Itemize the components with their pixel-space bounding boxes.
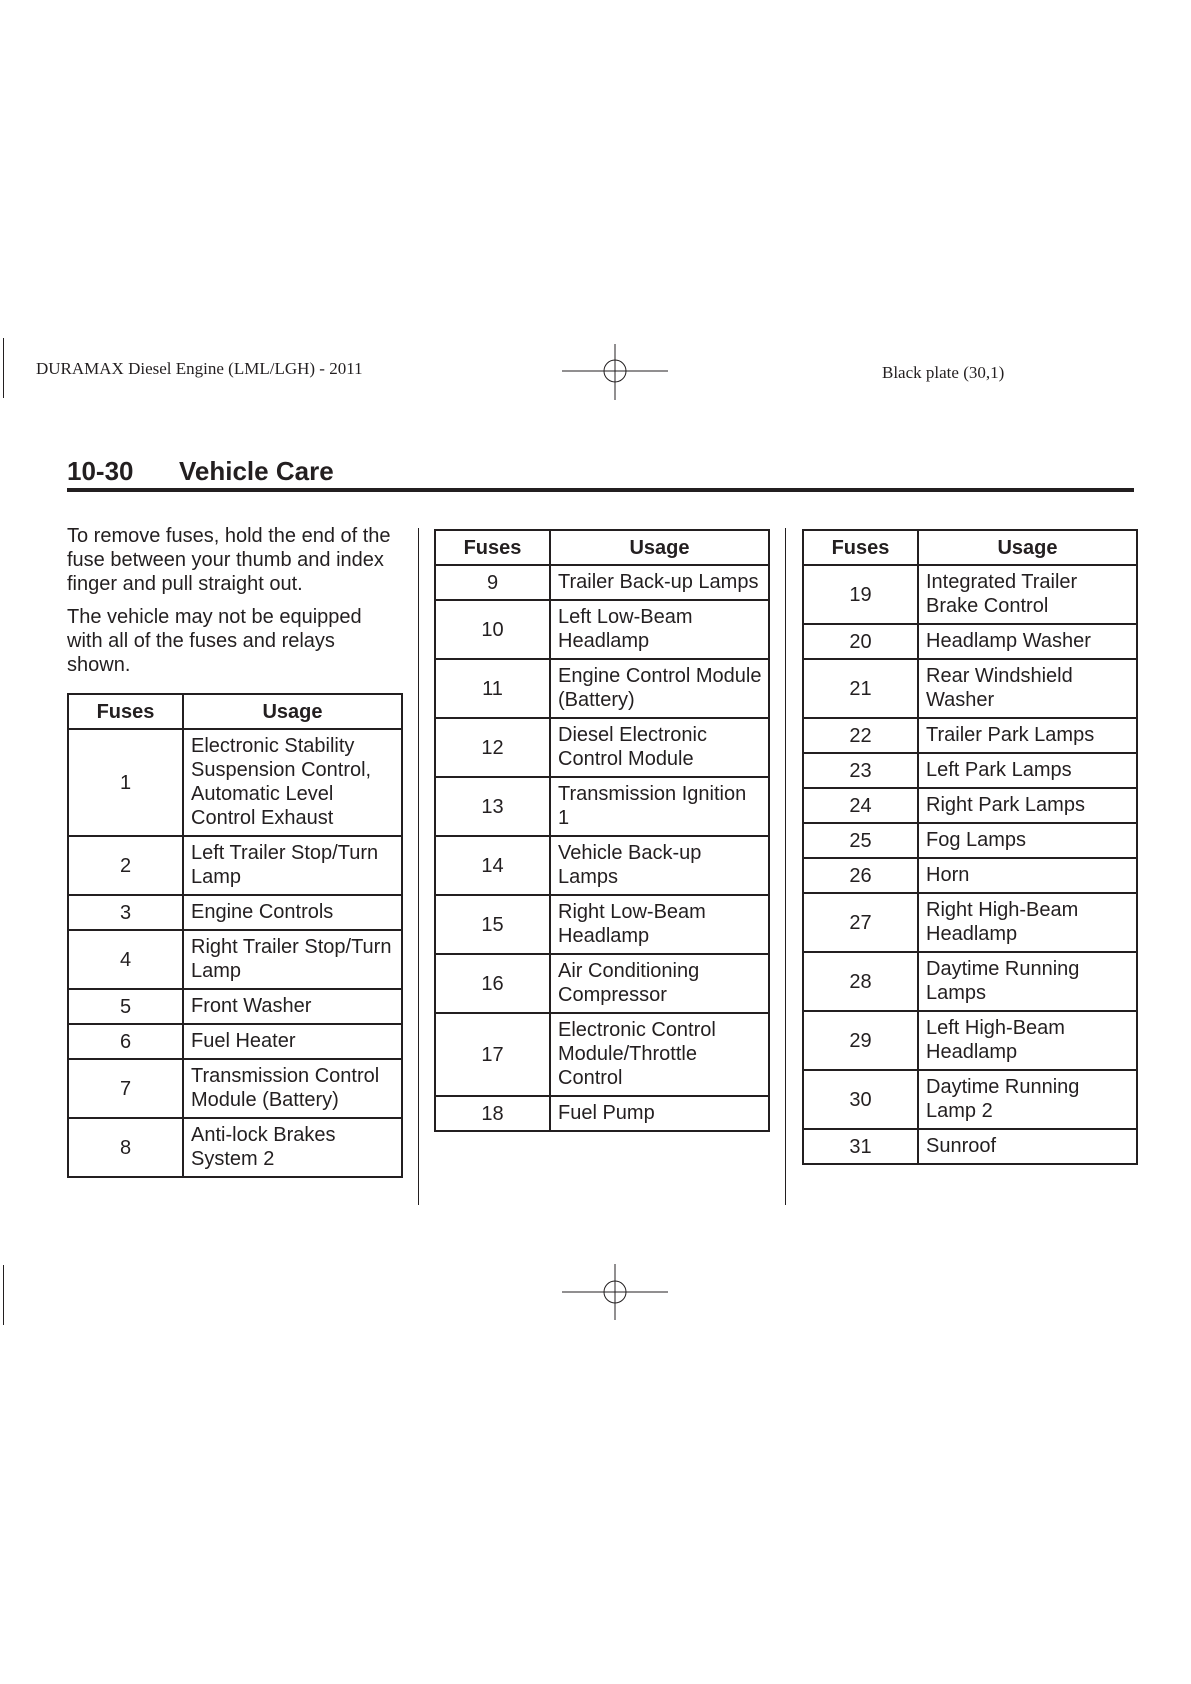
table-row [803,659,1137,718]
fuse-number: 6 [68,1024,183,1059]
table-row [435,718,769,777]
fuse-usage: Daytime Running Lamps [918,952,1137,1011]
page-number: 10-30 [67,456,134,486]
fuse-usage: Trailer Park Lamps [918,718,1137,753]
fuse-number: 25 [803,823,918,858]
table-row [68,989,402,1024]
fuse-number: 19 [803,565,918,624]
column-header-usage: Usage [918,530,1137,565]
fuse-usage: Right High-Beam Headlamp [918,893,1137,952]
table-row [803,753,1137,788]
fuse-number: 28 [803,952,918,1011]
fuse-usage: Fuel Pump [550,1096,769,1131]
fuse-number: 30 [803,1070,918,1129]
table-row [68,930,402,989]
intro-text [67,524,397,686]
fuse-usage: Anti-lock Brakes System 2 [183,1118,402,1177]
table-row [803,858,1137,893]
table-row [68,1024,402,1059]
table-row [803,1129,1137,1164]
table-row [435,895,769,954]
column-header-fuses: Fuses [803,530,918,565]
fuse-table-3 [802,529,1138,1165]
fuse-usage: Engine Control Module (Battery) [550,659,769,718]
table-row [803,788,1137,823]
fuse-number: 23 [803,753,918,788]
fuse-number: 12 [435,718,550,777]
fuse-usage: Left High-Beam Headlamp [918,1011,1137,1070]
table-row [68,1118,402,1177]
intro-paragraph-2: The vehicle may not be equipped with all of the fuses and relays shown. [67,606,362,676]
crop-mark-left-bottom [3,1265,4,1325]
fuse-usage: Fog Lamps [918,823,1137,858]
table-row [68,895,402,930]
fuse-table-2 [434,529,770,1132]
fuse-number: 3 [68,895,183,930]
table-row [435,600,769,659]
fuse-number: 20 [803,624,918,659]
heading-rule [67,488,1134,492]
table-header-row [803,530,1137,565]
fuse-usage: Headlamp Washer [918,624,1137,659]
fuse-usage: Electronic Control Module/Throttle Control [550,1013,769,1096]
fuse-number: 7 [68,1059,183,1118]
fuse-number: 22 [803,718,918,753]
fuse-usage: Electronic Stability Suspension Control, Automatic Level Control Exhaust [183,729,402,836]
fuse-number: 21 [803,659,918,718]
table-row [803,565,1137,624]
table-row [435,1013,769,1096]
fuse-number: 8 [68,1118,183,1177]
print-header-right: Black plate (30,1) [882,363,1005,382]
column-header-usage: Usage [183,694,402,729]
registration-mark-top [560,342,670,402]
column-header-usage: Usage [550,530,769,565]
table-row [803,893,1137,952]
table-row [803,1011,1137,1070]
fuse-usage: Front Washer [183,989,402,1024]
intro-paragraph-1: To remove fuses, hold the end of the fuse between your thumb and index finger and pull straight out. [67,525,391,595]
fuse-number: 27 [803,893,918,952]
table-row [803,1070,1137,1129]
fuse-usage: Integrated Trailer Brake Control [918,565,1137,624]
fuse-usage: Sunroof [918,1129,1137,1164]
table-row [803,823,1137,858]
fuse-usage: Rear Windshield Washer [918,659,1137,718]
fuse-usage: Fuel Heater [183,1024,402,1059]
fuse-usage: Diesel Electronic Control Module [550,718,769,777]
fuse-number: 31 [803,1129,918,1164]
fuse-number: 2 [68,836,183,895]
table-row [435,1096,769,1131]
table-header-row [68,694,402,729]
column-divider-2 [785,528,786,1205]
table-row [803,624,1137,659]
table-row [435,659,769,718]
fuse-usage: Left Trailer Stop/Turn Lamp [183,836,402,895]
page-title: Vehicle Care [179,456,334,486]
fuse-usage: Left Park Lamps [918,753,1137,788]
fuse-usage: Vehicle Back-up Lamps [550,836,769,895]
fuse-usage: Daytime Running Lamp 2 [918,1070,1137,1129]
fuse-usage: Transmission Control Module (Battery) [183,1059,402,1118]
fuse-number: 26 [803,858,918,893]
print-header-left: DURAMAX Diesel Engine (LML/LGH) - 2011 [36,359,363,378]
table-header-row [435,530,769,565]
fuse-usage: Left Low-Beam Headlamp [550,600,769,659]
fuse-usage: Trailer Back-up Lamps [550,565,769,600]
fuse-number: 10 [435,600,550,659]
table-row [803,952,1137,1011]
page-heading [67,456,334,487]
fuse-number: 9 [435,565,550,600]
fuse-usage: Horn [918,858,1137,893]
fuse-usage: Transmission Ignition 1 [550,777,769,836]
table-row [68,729,402,836]
fuse-number: 16 [435,954,550,1013]
crop-mark-left-top [3,338,4,398]
table-row [68,836,402,895]
fuse-number: 17 [435,1013,550,1096]
fuse-number: 11 [435,659,550,718]
table-row [68,1059,402,1118]
fuse-usage: Engine Controls [183,895,402,930]
table-row [803,718,1137,753]
column-header-fuses: Fuses [68,694,183,729]
table-row [435,565,769,600]
fuse-usage: Right Park Lamps [918,788,1137,823]
fuse-number: 1 [68,729,183,836]
fuse-number: 29 [803,1011,918,1070]
fuse-table-1 [67,693,403,1178]
fuse-number: 5 [68,989,183,1024]
fuse-usage: Air Conditioning Compressor [550,954,769,1013]
fuse-usage: Right Low-Beam Headlamp [550,895,769,954]
column-header-fuses: Fuses [435,530,550,565]
fuse-number: 13 [435,777,550,836]
registration-mark-bottom [560,1262,670,1322]
table-row [435,836,769,895]
fuse-number: 18 [435,1096,550,1131]
fuse-number: 15 [435,895,550,954]
table-row [435,777,769,836]
fuse-number: 4 [68,930,183,989]
table-row [435,954,769,1013]
column-divider-1 [418,528,419,1205]
fuse-number: 14 [435,836,550,895]
fuse-number: 24 [803,788,918,823]
fuse-usage: Right Trailer Stop/Turn Lamp [183,930,402,989]
